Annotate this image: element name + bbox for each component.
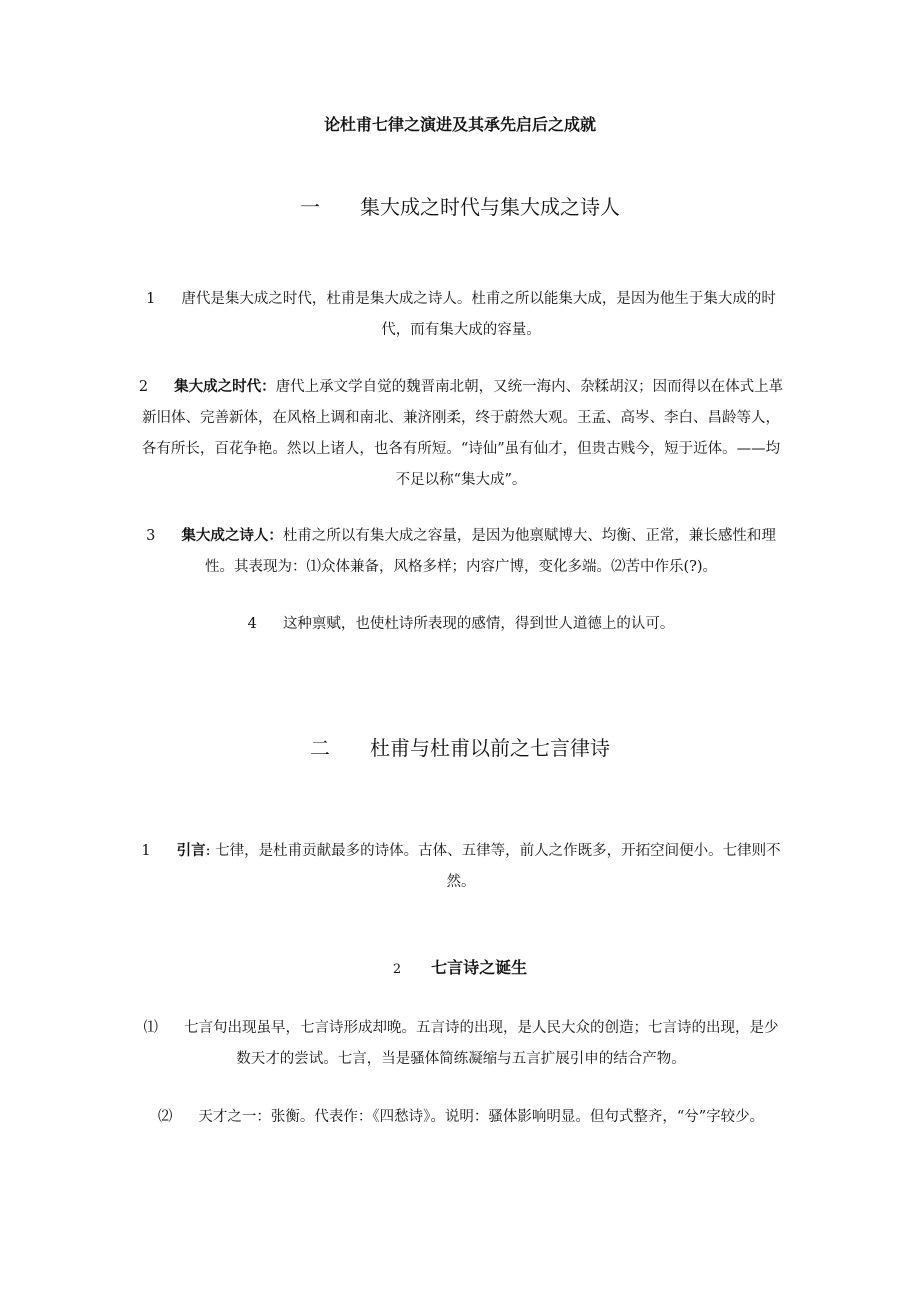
point-number: 4 <box>247 616 257 632</box>
point-number: 1 <box>141 843 151 859</box>
section-number: 二 <box>310 736 330 760</box>
section-1-point-2 <box>138 371 784 496</box>
point-number: 1 <box>146 291 156 307</box>
point-text: 唐代上承文学自觉的魏晋南北朝，又统一海内、杂糅胡汉；因而得以在体式上革新旧体、完善新体，在风格上调和南北、兼济刚柔，终于蔚然大观。王孟、高岑、李白、昌龄等人，各有所长，百花争艳。然以上诸人，也各有所短。“诗仙”虽有仙才，但贵古贱今，短于近体。——均不足以称“集大成”。 <box>141 379 784 488</box>
section-1-point-3 <box>138 520 784 583</box>
point-number: 2 <box>138 379 149 395</box>
section-number: 一 <box>300 195 320 219</box>
document-title: 论杜甫七律之演进及其承先启后之成就 <box>323 115 596 134</box>
section-title: 集大成之时代与集大成之诗人 <box>360 195 620 219</box>
section-1-point-1 <box>138 283 784 346</box>
section-1-heading <box>0 192 920 222</box>
subheading-number: 2 <box>392 962 402 977</box>
section-2-subpoint-2 <box>138 1102 784 1133</box>
subpoint-text: 七言句出现虽早，七言诗形成却晚。五言诗的出现，是人民大众的创造；七言诗的出现，是少数天才的尝试。七言，当是骚体简练凝缩与五言扩展引申的结合产物。 <box>184 1020 779 1067</box>
point-lead: 集大成之诗人： <box>181 527 283 544</box>
subpoint-number: ⑴ <box>143 1020 158 1036</box>
section-title: 杜甫与杜甫以前之七言律诗 <box>370 736 610 760</box>
subheading-text: 七言诗之诞生 <box>431 958 528 977</box>
point-lead: 引言 <box>176 842 206 859</box>
point-text: 唐代是集大成之时代，杜甫是集大成之诗人。杜甫之所以能集大成，是因为他生于集大成的时代，而有集大成的容量。 <box>181 291 776 338</box>
section-1-point-4 <box>138 608 784 640</box>
point-number: 3 <box>146 528 156 544</box>
section-2-subpoint-1 <box>138 1013 784 1075</box>
point-text: : 七律，是杜甫贡献最多的诗体。古体、五律等，前人之作既多，开拓空间便小。七律则不然。 <box>205 843 781 890</box>
section-2-heading <box>0 733 920 763</box>
point-lead: 集大成之时代： <box>174 378 276 395</box>
point-text: 这种禀赋，也使杜诗所表现的感情，得到世人道德上的认可。 <box>282 616 675 632</box>
section-2-subheading <box>0 954 920 984</box>
section-2-point-1 <box>138 835 784 898</box>
point-text: 杜甫之所以有集大成之容量，是因为他禀赋博大、均衡、正常，兼长感性和理性。其表现为：⑴众体兼备，风格多样；内容广博，变化多端。⑵苦中作乐(?)。 <box>204 528 776 575</box>
subpoint-number: ⑵ <box>157 1109 173 1125</box>
subpoint-text: 天才之一：张衡。代表作：《四愁诗》。说明：骚体影响明显。但句式整齐，“兮”字较少。 <box>198 1109 765 1125</box>
